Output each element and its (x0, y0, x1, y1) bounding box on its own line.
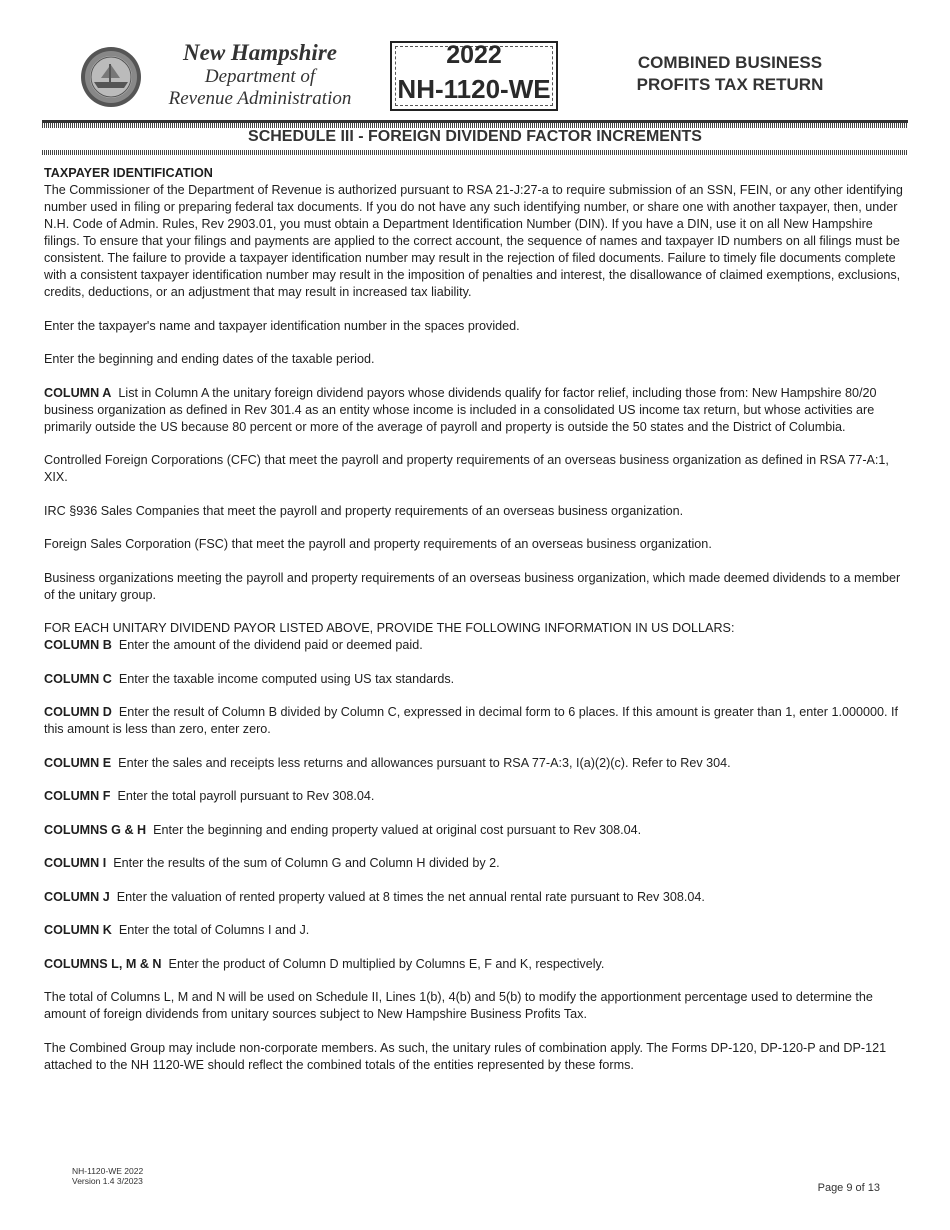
combined-group-paragraph: The Combined Group may include non-corporate members. As such, the unitary rules of combination apply. The Forms DP-120, DP-120-P and DP-121 attached to the NH 1120-WE should reflect the combined totals of the entities represented by these forms. (44, 1040, 887, 1072)
form-year: 2022 (446, 41, 502, 69)
column-k-text: Enter the total of Columns I and J. (118, 923, 310, 937)
column-d-paragraph (44, 704, 910, 738)
column-e-label: COLUMN E (44, 755, 112, 770)
column-c-text: Enter the taxable income computed using US tax standards. (118, 671, 455, 686)
column-d-label: COLUMN D (44, 705, 112, 719)
footer-version: Version 1.4 3/2023 (72, 1176, 143, 1186)
form-title (600, 52, 860, 96)
column-c-paragraph (44, 671, 910, 688)
column-i-label: COLUMN I (44, 856, 107, 870)
business-org-paragraph: Business organizations meeting the payroll and property requirements of an overseas business organization, which made deemed dividends to a member of the unitary group. (44, 570, 901, 602)
column-b-text: Enter the amount of the dividend paid or deemed paid. (118, 638, 423, 652)
cfc-paragraph: Controlled Foreign Corporations (CFC) that meet the payroll and property requirements of an overseas business organization as defined in RSA 77-A:1, XIX. (44, 453, 889, 484)
column-f-text: Enter the total payroll pursuant to Rev 308.04. (117, 789, 375, 803)
column-d-text: Enter the result of Column B divided by Column C, expressed in decimal form to 6 places. If this amount is greater than 1, enter 1.000000. If this amount is less than zero, enter zero. (44, 705, 898, 736)
column-k-paragraph (44, 922, 910, 939)
title-hatch-divider (42, 150, 908, 155)
column-a-paragraph (44, 385, 910, 436)
state-seal-logo (80, 46, 142, 108)
agency-name (150, 40, 370, 110)
column-e-text: Enter the sales and receipts less returns and allowances pursuant to RSA 77-A:3, I(a)(2)(c). Refer to Rev 304. (118, 755, 731, 770)
page-number: Page 9 of 13 (817, 1182, 880, 1194)
column-gh-paragraph (44, 822, 910, 839)
column-j-text: Enter the valuation of rented property valued at 8 times the net annual rental rate pursuant to Rev 308.04. (116, 889, 705, 904)
instructions-body (44, 165, 910, 1090)
form-id-box (390, 41, 558, 111)
form-title-line-2: PROFITS TAX RETURN (636, 75, 824, 94)
column-j-label: COLUMN J (44, 889, 110, 904)
fsc-paragraph: Foreign Sales Corporation (FSC) that meet the payroll and property requirements of an overseas business organization. (44, 537, 712, 551)
form-number: NH-1120-WE (397, 74, 551, 104)
schedule-title: SCHEDULE III - FOREIGN DIVIDEND FACTOR INCREMENTS (248, 128, 702, 145)
footer-form-id: NH-1120-WE 2022 (72, 1166, 144, 1176)
department-line-2: Revenue Administration (168, 88, 352, 109)
department-line-1: Department of (204, 66, 316, 87)
enter-dates-paragraph: Enter the beginning and ending dates of the taxable period. (44, 352, 375, 366)
column-gh-label: COLUMNS G & H (44, 822, 147, 837)
state-name: New Hampshire (183, 40, 337, 65)
form-title-line-1: COMBINED BUSINESS (637, 53, 823, 72)
column-gh-text: Enter the beginning and ending property valued at original cost pursuant to Rev 308.04. (153, 822, 642, 837)
column-i-paragraph (44, 855, 910, 872)
column-b-label: COLUMN B (44, 638, 112, 652)
footer-version-info (72, 1166, 143, 1186)
total-paragraph: The total of Columns L, M and N will be used on Schedule II, Lines 1(b), 4(b) and 5(b) to modify the apportionment percentage used to determine the amount of foreign dividends from unitary sources subject to New Hampshire Business Profits Tax. (44, 990, 873, 1021)
taxpayer-id-paragraph: The Commissioner of the Department of Revenue is authorized pursuant to RSA 21-J:27-a to require submission of an SSN, FEIN, or any other identifying number used in filing or preparing federal tax documents. If you do not have any such identifying number, or share one with another taxpayer, then, under N.H. Code of Admin. Rules, Rev 2903.01, you must obtain a Department Identification Number (DIN). If you have a DIN, use it on all New Hampshire filings. To ensure that your filings and payments are applied to the correct account, the sequence of names and taxpayer ID numbers on all filings must be consistent. The failure to provide a taxpayer identification number may result in the rejection of filed documents. Failure to timely file documents complete with a consistent taxpayer identification number may result in the imposition of penalties and interest, the disallowance of claimed exemptions, exclusions, credits, deductions, or an adjustment that may result in increased tax liability. (44, 183, 903, 299)
column-f-label: COLUMN F (44, 789, 111, 803)
for-each-heading: FOR EACH UNITARY DIVIDEND PAYOR LISTED ABOVE, PROVIDE THE FOLLOWING INFORMATION IN US DOLLARS: (44, 621, 735, 635)
column-a-label: COLUMN A (44, 385, 112, 400)
column-a-text: List in Column A the unitary foreign dividend payors whose dividends qualify for factor relief, including those from: New Hampshire 80/20 business organization as defined in Rev 301.4 as an entity whose income is included in a consolidated US income tax return, but whose activities are primarily outside the US because 80 percent or more of the average of payroll and property is outside the 50 states and the District of Columbia. (44, 385, 877, 434)
column-b-paragraph (44, 637, 910, 654)
column-lmn-text: Enter the product of Column D multiplied by Columns E, F and K, respectively. (168, 956, 605, 971)
column-j-paragraph (44, 889, 910, 906)
column-lmn-paragraph (44, 956, 910, 973)
column-lmn-label: COLUMNS L, M & N (44, 956, 162, 971)
enter-name-paragraph: Enter the taxpayer's name and taxpayer identification number in the spaces provided. (44, 318, 520, 333)
taxpayer-id-heading: TAXPAYER IDENTIFICATION (44, 166, 213, 180)
irc-paragraph: IRC §936 Sales Companies that meet the payroll and property requirements of an overseas business organization. (44, 503, 684, 518)
column-k-label: COLUMN K (44, 923, 112, 937)
column-f-paragraph (44, 788, 910, 805)
column-e-paragraph (44, 755, 910, 772)
column-c-label: COLUMN C (44, 671, 112, 686)
column-i-text: Enter the results of the sum of Column G and Column H divided by 2. (113, 856, 500, 870)
